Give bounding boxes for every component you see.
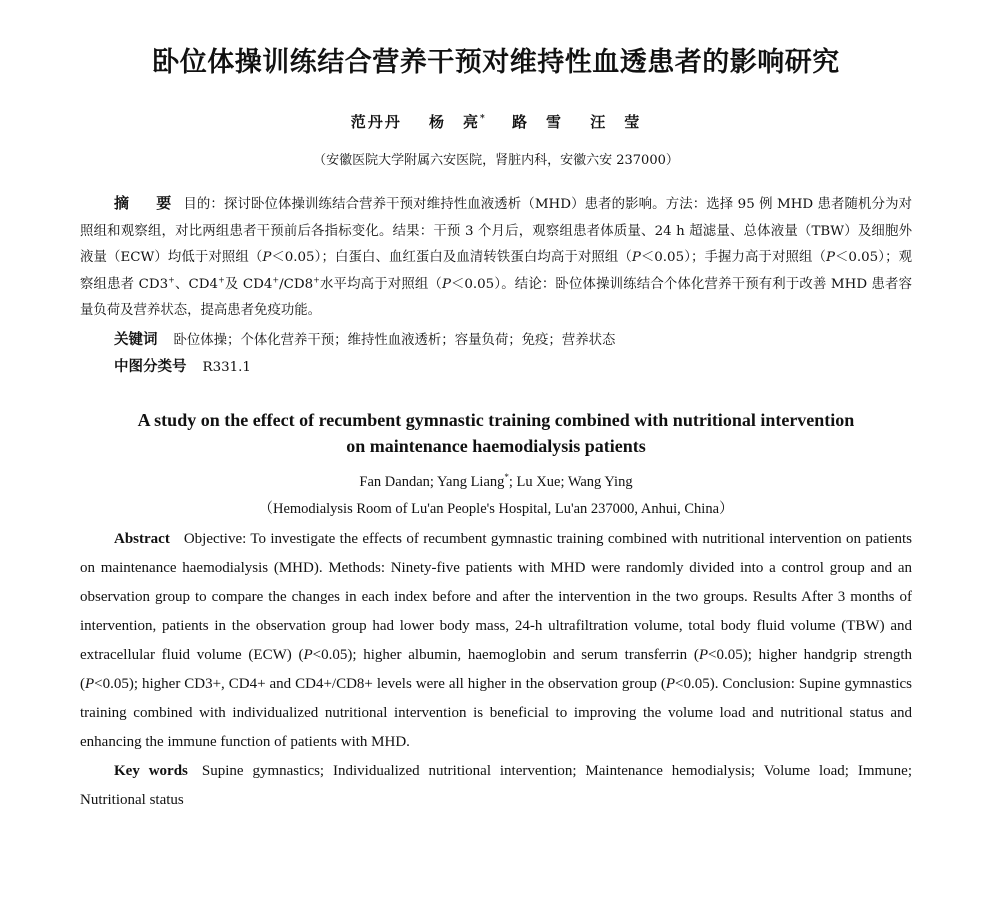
corresponding-author-mark-en: * [504,471,509,482]
classification-value: R331.1 [202,359,251,375]
abstract-cn-text-7: /CD8 [279,276,314,292]
abstract-en-text-5: <0.05). Conclusion: Supine gymnastics training combined with individualized nutritional intervention is beneficial to improving the volume load and nutritional status and enhancing the immune function of patients with MHD. [80,676,912,751]
superscript-plus: + [313,275,320,285]
abstract-cn-text-1: 目的：探讨卧位体操训练结合营养干预对维持性血液透析（MHD）患者的影响。方法：选择 95 例 MHD 患者随机分为对照组和观察组，对比两组患者干预前后各指标变化。结果：干预 3 个月后，观察组患者体质量、24 h 超滤量、总体液量（TBW）及细胞外液量（ECW）均低于对照组（ [80,197,912,265]
abstract-cn-text-8: 水平均高于对照组（ [319,276,442,292]
p-value-symbol: P [631,250,641,265]
author-2-cn [429,113,485,131]
abstract-en-text-2: <0.05); higher albumin, haemoglobin and serum transferrin ( [312,647,699,664]
chinese-abstract [80,190,912,325]
author-3-cn: 路 雪 [511,113,563,131]
chinese-authors [80,111,912,135]
p-value-symbol-en: P [85,676,95,693]
p-value-symbol-en: P [303,647,313,664]
chinese-affiliation: （安徽医院大学附属六安医院，肾脏内科，安徽六安 237000） [313,153,679,168]
abstract-en-text-4: <0.05); higher CD3+, CD4+ and CD4+/CD8+ levels were all higher in the observation group ( [94,676,666,693]
english-keywords-label: Key words [114,763,188,780]
abstract-en-text-1: Objective: To investigate the effects of recumbent gymnastic training combined with nutritional intervention on patients on maintenance haemodialysis (MHD). Methods: Ninety-five patients with MHD were randomly divided into a control group and an observation group to compare the changes in each index before and after the intervention in the two groups. Results After 3 months of intervention, patients in the observation group had lower body mass, 24-h ultrafiltration volume, total body fluid volume (TBW) and extracellular fluid volume (ECW) ( [80,531,912,664]
english-title [80,407,912,459]
superscript-plus: + [272,275,280,285]
author-4-cn: 汪 莹 [590,113,642,131]
abstract-cn-text-3: ＜0.05）；手握力高于对照组（ [640,250,826,265]
chinese-keywords [80,327,912,354]
english-abstract [80,525,912,757]
abstract-cn-text-2: ＜0.05）；白蛋白、血红蛋白及血清转铁蛋白均高于对照组（ [271,250,632,265]
english-affiliation: （Hemodialysis Room of Lu'an People's Hospital, Lu'an 237000, Anhui, China） [258,501,734,518]
abstract-cn-text-6: 及 CD4 [224,276,273,292]
p-value-symbol: P [441,276,451,292]
english-authors-part-2: ; Lu Xue; Wang Ying [508,473,633,490]
superscript-plus: + [168,275,175,285]
p-value-symbol-en: P [665,676,676,693]
p-value-symbol: P [825,250,835,265]
english-authors-part-1: Fan Dandan; Yang Liang [359,473,505,490]
p-value-symbol: P [262,250,272,265]
author-2-name-cn: 杨 亮 [429,113,481,131]
english-keywords-text: Supine gymnastics; Individualized nutritional intervention; Maintenance hemodialysis; Volume load; Immune; Nutritional status [80,763,912,809]
english-abstract-label: Abstract [114,531,170,548]
p-value-symbol-en: P [698,647,709,664]
english-title-line-1: A study on the effect of recumbent gymnastic training combined with nutritional intervention [137,409,855,430]
chinese-title: 卧位体操训练结合营养干预对维持性血透患者的影响研究 [152,47,840,78]
corresponding-author-mark-cn: * [480,114,485,124]
abstract-cn-text-4: ＜0.05）；观察组患者 CD3 [80,250,912,292]
superscript-plus: + [218,275,225,285]
chinese-keywords-label: 关键词 [114,331,158,348]
english-keywords [80,757,912,815]
classification-label: 中图分类号 [114,358,187,375]
author-1-cn: 范丹丹 [350,113,402,131]
english-authors [80,467,912,492]
abstract-cn-text-9: ＜0.05）。结论：卧位体操训练结合个体化营养干预有利于改善 MHD 患者容量负荷及营养状态，提高患者免疫功能。 [80,276,912,318]
chinese-abstract-label: 摘 要 [114,194,178,212]
classification-number [80,354,912,381]
abstract-en-text-3: <0.05); higher handgrip strength ( [80,647,912,693]
english-title-line-2: on maintenance haemodialysis patients [346,435,646,456]
abstract-cn-text-5: 、CD4 [174,276,219,292]
chinese-keywords-text: 卧位体操；个体化营养干预；维持性血液透析；容量负荷；免疫；营养状态 [173,332,616,348]
